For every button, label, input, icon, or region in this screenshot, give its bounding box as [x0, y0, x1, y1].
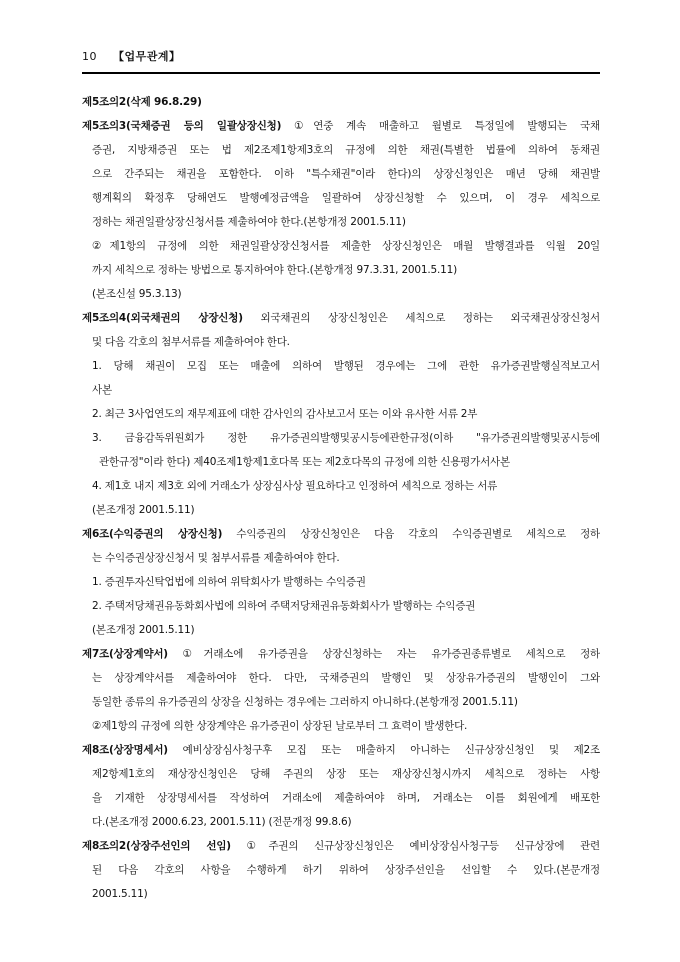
text-line: [82, 138, 600, 162]
text-line: [82, 642, 600, 666]
body-text: 된 다음 각호의 사항을 수행하게 하기 위하여 상장주선인을 선임할 수 있다.(본문개정: [92, 864, 600, 876]
body-text: 4. 제1호 내지 제3호 외에 거래소가 상장심사상 필요하다고 인정하여 세칙으로 정하는 서류: [92, 480, 498, 492]
text-line: [82, 762, 600, 786]
text-line: [82, 474, 600, 498]
text-line: [82, 618, 600, 642]
body-text: (본조신설 95.3.13): [92, 288, 182, 300]
article-heading: 제5조의3(국채증권 등의 일괄상장신청): [82, 120, 282, 132]
body-text: 정하는 채권일괄상장신청서를 제출하여야 한다.(본항개정 2001.5.11): [92, 216, 406, 228]
body-text: ①거래소에 유가증권을 상장신청하는 자는 유가증권종류별로 세칙으로 정하: [167, 648, 600, 660]
text-line: [82, 378, 600, 402]
page-header: [82, 48, 181, 64]
body-text: 관한규정"이라 한다) 제40조제1항제1호다목 또는 제2호다목의 규정에 의한 신용평가서사본: [99, 456, 510, 468]
text-line: [82, 210, 600, 234]
article-heading: 제7조(상장계약서): [82, 648, 168, 660]
body-text: 예비상장심사청구후 모집 또는 매출하지 아니하는 신규상장신청인 및 제2조: [167, 744, 600, 756]
body-text: (본조개정 2001.5.11): [92, 624, 195, 636]
body-text: 동일한 종류의 유가증권의 상장을 신청하는 경우에는 그러하지 아니하다.(본항개정 2001.5.11): [92, 696, 518, 708]
body-text: 2001.5.11): [92, 888, 148, 900]
body-text: 외국채권의 상장신청인은 세칙으로 정하는 외국채권상장신청서: [242, 312, 600, 324]
body-text: 제2항제1호의 재상장신청인은 당해 주권의 상장 또는 재상장신청시까지 세칙으로 정하는 사항: [92, 768, 600, 780]
body-text: 1. 증권투자신탁업법에 의하여 위탁회사가 발행하는 수익증권: [92, 576, 366, 588]
body-text: 행계획의 확정후 당해연도 발행예정금액을 일괄하여 상장신청할 수 있으며, 이 경우 세칙으로: [92, 192, 600, 204]
body-text: (본조개정 2001.5.11): [92, 504, 195, 516]
text-line: [82, 90, 600, 114]
body-text: ②제1항의 규정에 의한 상장계약은 유가증권이 상장된 날로부터 그 효력이 발생한다.: [92, 720, 468, 732]
body-text: 다.(본조개정 2000.6.23, 2001.5.11) (전문개정 99.8.6): [92, 816, 352, 828]
text-line: [82, 522, 600, 546]
text-line: [82, 594, 600, 618]
article-heading: 제6조(수익증권의 상장신청): [82, 528, 223, 540]
text-line: [82, 738, 600, 762]
text-line: [82, 354, 600, 378]
text-line: [82, 546, 600, 570]
body-text: ①연중 계속 매출하고 월별로 특정일에 발행되는 국채: [281, 120, 600, 132]
body-text: 1. 당해 채권이 모집 또는 매출에 의하여 발행된 경우에는 그에 관한 유가증권발행실적보고서: [92, 360, 600, 372]
article-heading: 제8조의2(상장주선인의 선임): [82, 840, 231, 852]
document-body: [82, 90, 600, 906]
text-line: [82, 258, 600, 282]
text-line: [82, 114, 600, 138]
text-line: [82, 882, 600, 906]
article-heading: 제5조의4(외국채권의 상장신청): [82, 312, 243, 324]
body-text: 는 상장계약서를 제출하여야 한다. 다만, 국채증권의 발행인 및 상장유가증권의 발행인이 그와: [92, 672, 600, 684]
text-line: [82, 234, 600, 258]
text-line: [82, 450, 600, 474]
body-text: 까지 세칙으로 정하는 방법으로 통지하여야 한다.(본항개정 97.3.31, 2001.5.11): [92, 264, 457, 276]
body-text: 및 다음 각호의 첨부서류를 제출하여야 한다.: [92, 336, 290, 348]
text-line: [82, 282, 600, 306]
text-line: [82, 810, 600, 834]
text-line: [82, 666, 600, 690]
body-text: 2. 주택저당채권유동화회사법에 의하여 주택저당채권유동화회사가 발행하는 수익증권: [92, 600, 476, 612]
article-heading: 제8조(상장명세서): [82, 744, 168, 756]
text-line: [82, 834, 600, 858]
text-line: [82, 162, 600, 186]
text-line: [82, 786, 600, 810]
text-line: [82, 690, 600, 714]
header-rule: [82, 72, 600, 74]
page-number: 10: [82, 50, 97, 63]
body-text: 으로 간주되는 채권을 포함한다. 이하 "특수채권"이라 한다)의 상장신청인은 매년 당해 채권발: [92, 168, 600, 180]
text-line: [82, 330, 600, 354]
body-text: 3. 금융감독위원회가 정한 유가증권의발행및공시등에관한규정(이하 "유가증권의발행및공시등에: [92, 432, 600, 444]
body-text: 사본: [92, 384, 112, 396]
text-line: [82, 306, 600, 330]
body-text: ②제1항의 규정에 의한 채권일괄상장신청서를 제출한 상장신청인은 매월 발행결과를 익월 20일: [92, 240, 600, 252]
text-line: [82, 714, 600, 738]
body-text: 2. 최근 3사업연도의 재무제표에 대한 감사인의 감사보고서 또는 이와 유사한 서류 2부: [92, 408, 478, 420]
text-line: [82, 570, 600, 594]
text-line: [82, 498, 600, 522]
body-text: ①주권의 신규상장신청인은 예비상장심사청구등 신규상장에 관련: [230, 840, 600, 852]
body-text: 증권, 지방채증권 또는 법 제2조제1항제3호의 규정에 의한 채권(특별한 법률에 의하여 동채권: [92, 144, 600, 156]
text-line: [82, 858, 600, 882]
body-text: 는 수익증권상장신청서 및 첨부서류를 제출하여야 한다.: [92, 552, 340, 564]
body-text: 을 기재한 상장명세서를 작성하여 거래소에 제출하여야 하며, 거래소는 이를 회원에게 배포한: [92, 792, 600, 804]
text-line: [82, 402, 600, 426]
text-line: [82, 426, 600, 450]
text-line: [82, 186, 600, 210]
article-heading: 제5조의2(삭제 96.8.29): [82, 96, 202, 108]
body-text: 수익증권의 상장신청인은 다음 각호의 수익증권별로 세칙으로 정하: [222, 528, 600, 540]
section-title: 【업무관계】: [113, 50, 181, 63]
